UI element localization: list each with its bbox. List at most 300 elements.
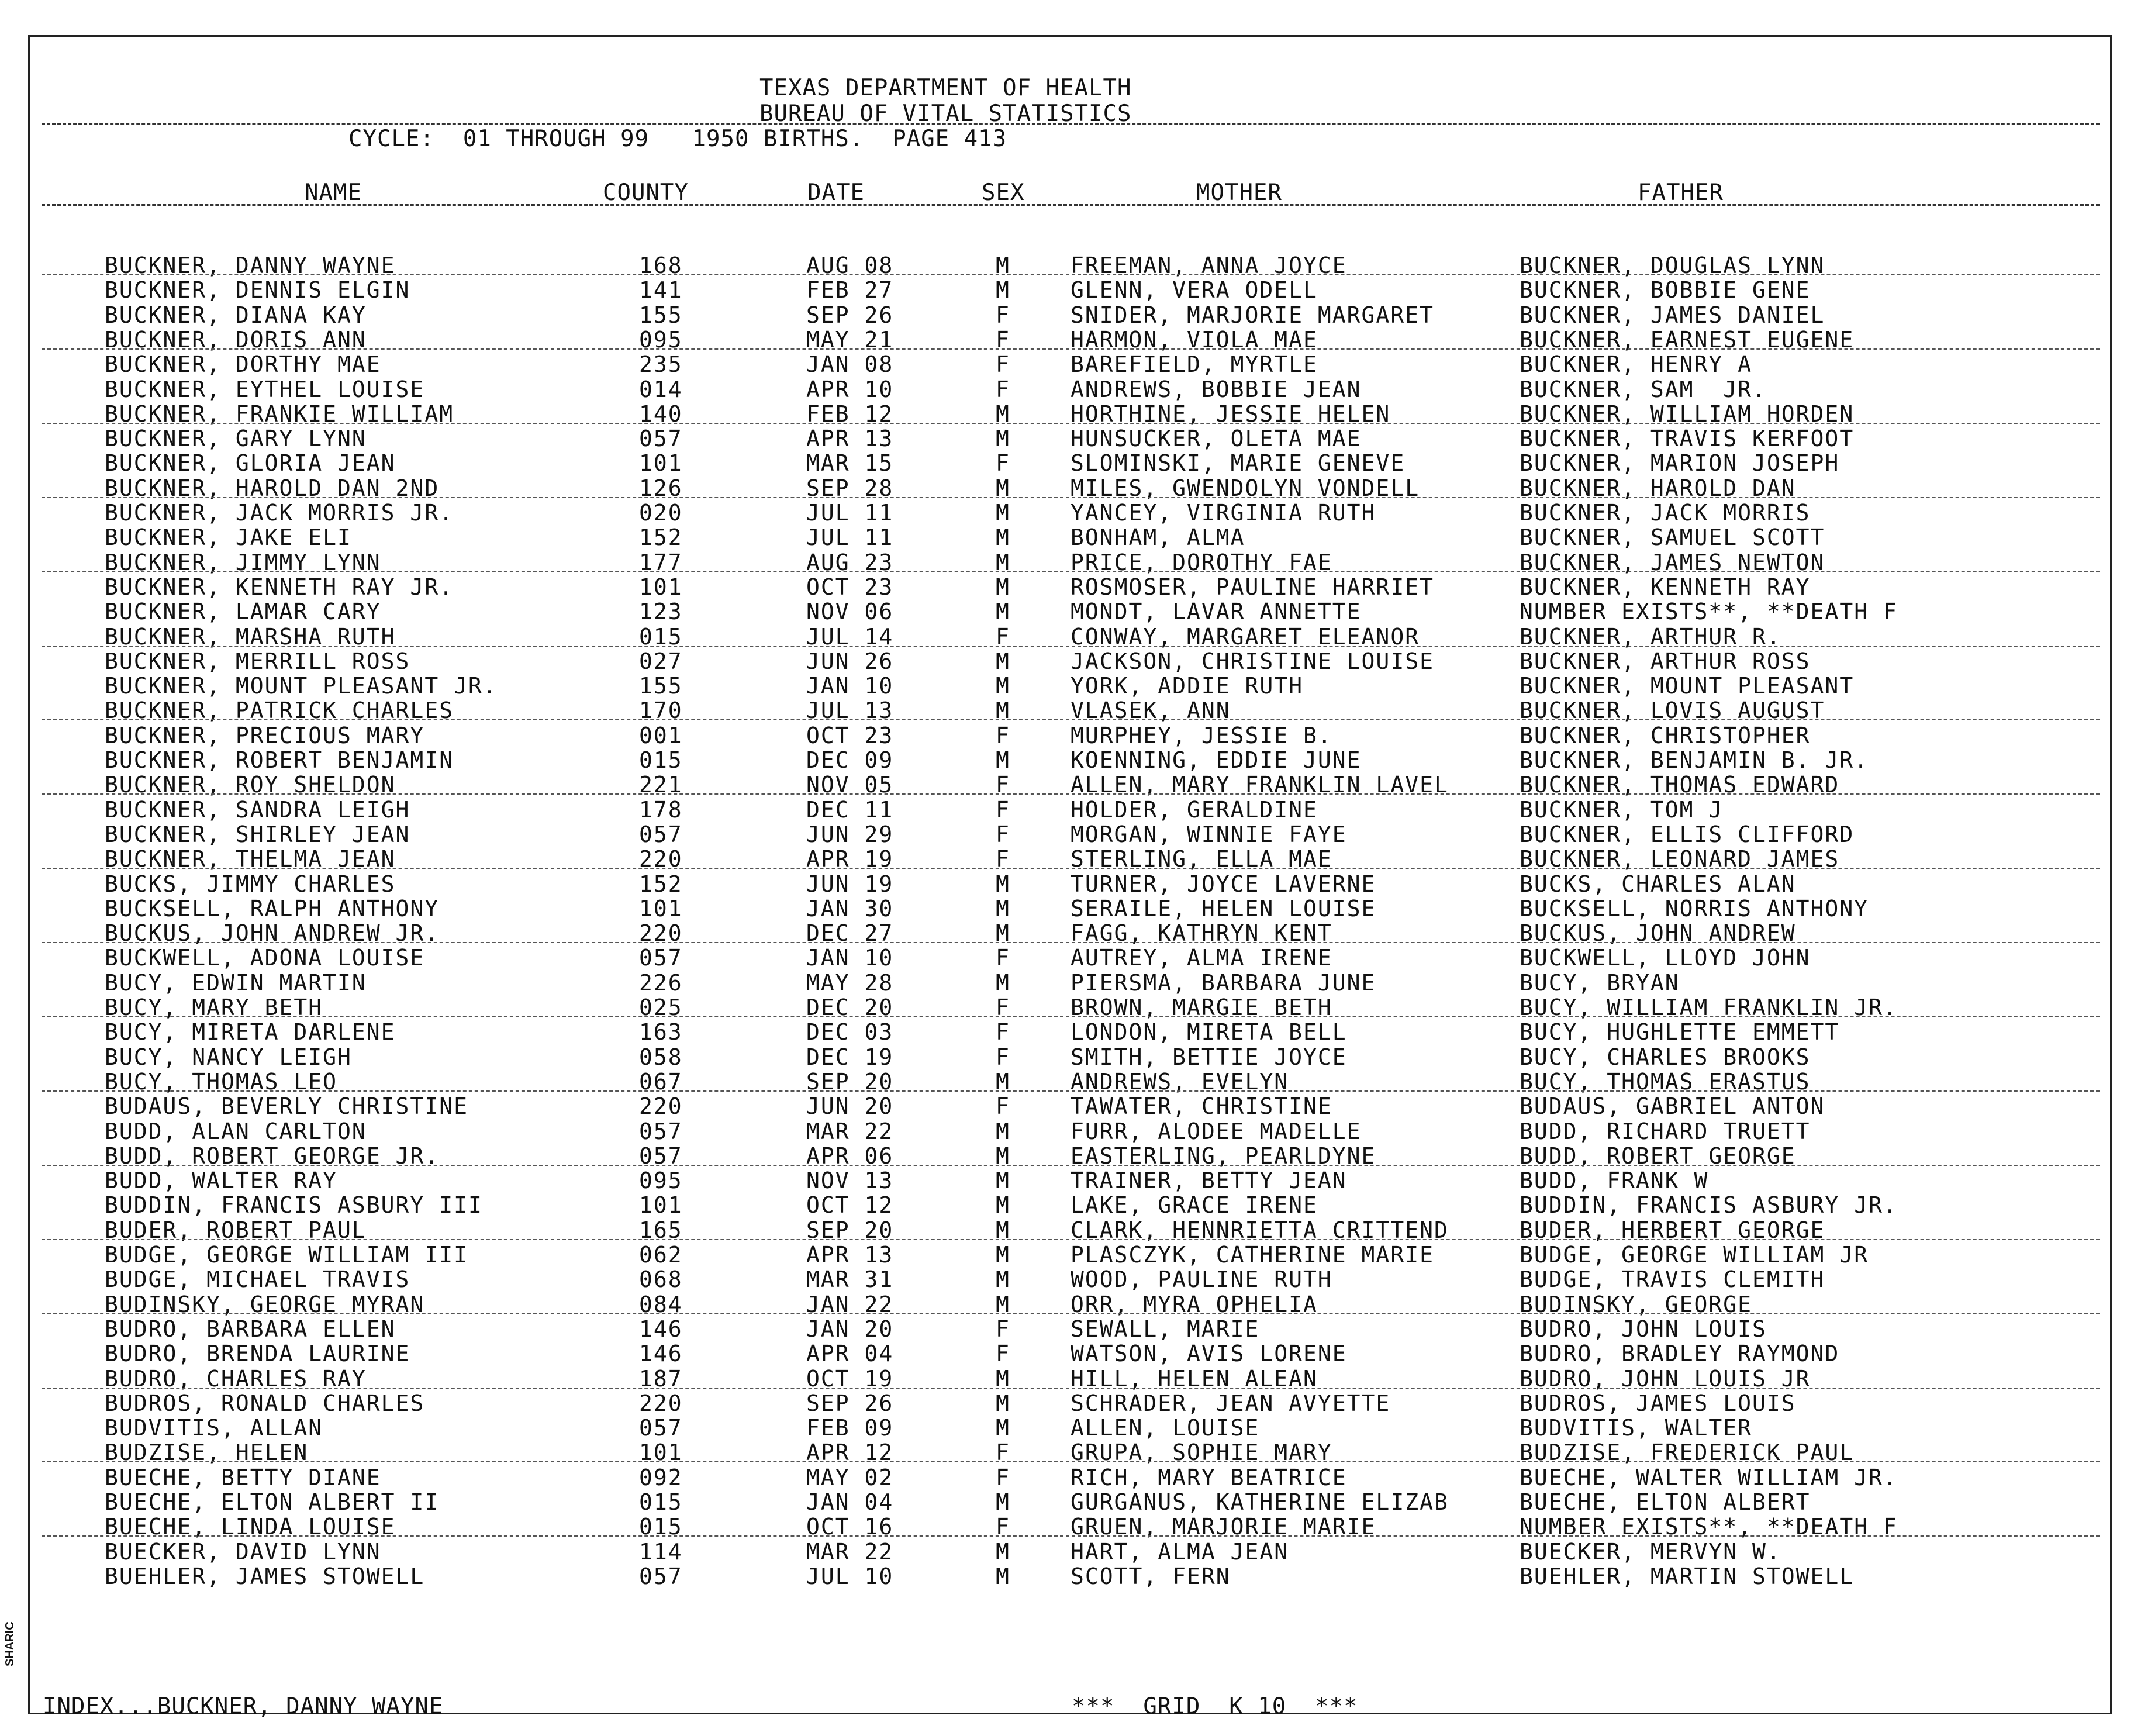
cell-mother: ALLEN, MARY FRANKLIN LAVEL xyxy=(1071,772,1449,798)
table-row xyxy=(30,1465,2110,1490)
cell-sex: F xyxy=(996,1093,1010,1120)
cell-date: FEB 12 xyxy=(806,401,894,427)
table-row xyxy=(30,872,2110,896)
cell-father: BUDZISE, FREDERICK PAUL xyxy=(1520,1440,1855,1466)
cell-county: 057 xyxy=(639,1118,683,1144)
agency-title: TEXAS DEPARTMENT OF HEALTH xyxy=(759,75,1132,101)
row-divider xyxy=(42,571,2100,572)
cell-sex: M xyxy=(996,1266,1010,1293)
cell-county: 015 xyxy=(639,1514,683,1540)
cell-father: BUCKNER, MOUNT PLEASANT xyxy=(1520,673,1855,699)
cell-date: OCT 19 xyxy=(806,1365,894,1392)
cell-sex: M xyxy=(996,1217,1010,1243)
cell-name: BUCKNER, SANDRA LEIGH xyxy=(105,796,410,823)
cell-county: 057 xyxy=(639,1563,683,1589)
cell-county: 152 xyxy=(639,871,683,897)
cell-county: 146 xyxy=(639,1316,683,1342)
cell-county: 014 xyxy=(639,376,683,402)
cell-date: MAY 21 xyxy=(806,326,894,353)
cell-father: BUDD, RICHARD TRUETT xyxy=(1520,1118,1811,1144)
cell-name: BUDVITIS, ALLAN xyxy=(105,1415,323,1441)
cell-mother: TAWATER, CHRISTINE xyxy=(1071,1093,1332,1120)
cell-date: JUL 11 xyxy=(806,500,894,526)
cell-date: APR 13 xyxy=(806,426,894,452)
row-divider xyxy=(42,1313,2100,1314)
cell-sex: F xyxy=(996,1514,1010,1540)
table-row xyxy=(30,1267,2110,1292)
row-divider xyxy=(42,1461,2100,1462)
cell-mother: HUNSUCKER, OLETA MAE xyxy=(1071,426,1362,452)
row-divider xyxy=(42,1388,2100,1389)
cell-sex: M xyxy=(996,920,1010,947)
cell-name: BUCKNER, DORIS ANN xyxy=(105,326,367,353)
cell-mother: PRICE, DOROTHY FAE xyxy=(1071,549,1332,575)
cell-mother: VLASEK, ANN xyxy=(1071,698,1231,724)
cell-mother: SLOMINSKI, MARIE GENEVE xyxy=(1071,450,1406,477)
row-divider xyxy=(42,868,2100,869)
cell-date: SEP 26 xyxy=(806,1390,894,1416)
cell-mother: KOENNING, EDDIE JUNE xyxy=(1071,747,1362,773)
cell-name: BUECHE, BETTY DIANE xyxy=(105,1464,381,1490)
cell-sex: M xyxy=(996,524,1010,551)
cell-name: BUCKNER, SHIRLEY JEAN xyxy=(105,821,410,847)
cell-name: BUCKWELL, ADONA LOUISE xyxy=(105,945,425,971)
row-divider xyxy=(42,1535,2100,1537)
cell-sex: M xyxy=(996,1365,1010,1392)
table-row xyxy=(30,1094,2110,1119)
cell-mother: CONWAY, MARGARET ELEANOR xyxy=(1071,623,1420,650)
cell-date: JUN 29 xyxy=(806,821,894,847)
cell-county: 057 xyxy=(639,426,683,452)
cell-date: OCT 16 xyxy=(806,1514,894,1540)
cell-father: BUDRO, JOHN LOUIS xyxy=(1520,1316,1767,1342)
cell-date: NOV 06 xyxy=(806,599,894,625)
table-row xyxy=(30,1540,2110,1564)
cell-county: 101 xyxy=(639,450,683,477)
cell-sex: M xyxy=(996,1242,1010,1268)
cell-name: BUCKNER, HAROLD DAN 2ND xyxy=(105,475,440,501)
cell-father: NUMBER EXISTS**, **DEATH F xyxy=(1520,1514,1898,1540)
cell-county: 101 xyxy=(639,895,683,922)
cell-name: BUCKNER, PRECIOUS MARY xyxy=(105,722,425,748)
cell-name: BUCKNER, PATRICK CHARLES xyxy=(105,698,454,724)
cell-father: BUCKNER, SAMUEL SCOTT xyxy=(1520,524,1825,551)
cell-mother: MORGAN, WINNIE FAYE xyxy=(1071,821,1347,847)
cell-mother: SCHRADER, JEAN AVYETTE xyxy=(1071,1390,1391,1416)
cell-sex: M xyxy=(996,895,1010,922)
index-footer: INDEX...BUCKNER, DANNY WAYNE xyxy=(43,1693,444,1720)
table-row xyxy=(30,1416,2110,1440)
cell-county: 146 xyxy=(639,1341,683,1367)
cell-name: BUCKNER, ROBERT BENJAMIN xyxy=(105,747,454,773)
cell-date: APR 04 xyxy=(806,1341,894,1367)
cell-date: APR 10 xyxy=(806,376,894,402)
cell-county: 152 xyxy=(639,524,683,551)
cell-name: BUCY, MARY BETH xyxy=(105,995,323,1020)
cell-county: 177 xyxy=(639,549,683,575)
cell-name: BUCKUS, JOHN ANDREW JR. xyxy=(105,920,440,947)
cell-county: 057 xyxy=(639,821,683,847)
cell-county: 220 xyxy=(639,1093,683,1120)
cell-sex: M xyxy=(996,1390,1010,1416)
cell-father: BUEHLER, MARTIN STOWELL xyxy=(1520,1563,1855,1589)
cell-name: BUDD, ALAN CARLTON xyxy=(105,1118,367,1144)
cell-mother: SERAILE, HELEN LOUISE xyxy=(1071,895,1376,922)
cell-father: BUCKNER, JAMES DANIEL xyxy=(1520,302,1825,328)
grid-footer: *** GRID K 10 *** xyxy=(1072,1693,1358,1720)
cell-father: BUCKNER, HENRY A xyxy=(1520,351,1753,378)
cell-mother: TURNER, JOYCE LAVERNE xyxy=(1071,871,1376,897)
cell-name: BUCKNER, DENNIS ELGIN xyxy=(105,277,410,303)
cell-name: BUCKSELL, RALPH ANTHONY xyxy=(105,895,440,922)
cell-father: BUCY, BRYAN xyxy=(1520,969,1680,996)
cell-father: BUDGE, GEORGE WILLIAM JR xyxy=(1520,1242,1869,1268)
table-row xyxy=(30,798,2110,822)
row-divider xyxy=(42,348,2100,350)
cell-county: 084 xyxy=(639,1291,683,1317)
cell-sex: F xyxy=(996,772,1010,798)
cell-name: BUCY, NANCY LEIGH xyxy=(105,1044,352,1070)
cell-date: OCT 23 xyxy=(806,574,894,600)
table-row xyxy=(30,525,2110,550)
table-row xyxy=(30,575,2110,599)
cell-mother: LAKE, GRACE IRENE xyxy=(1071,1192,1318,1219)
cell-sex: M xyxy=(996,747,1010,773)
cell-date: DEC 27 xyxy=(806,920,894,947)
cell-county: 163 xyxy=(639,1019,683,1045)
cell-father: BUCKNER, KENNETH RAY xyxy=(1520,574,1811,600)
cell-name: BUCKNER, JIMMY LYNN xyxy=(105,549,381,575)
cell-mother: MONDT, LAVAR ANNETTE xyxy=(1071,599,1362,625)
cell-county: 101 xyxy=(639,574,683,600)
cell-sex: F xyxy=(996,623,1010,650)
table-row xyxy=(30,748,2110,772)
cell-father: BUDGE, TRAVIS CLEMITH xyxy=(1520,1266,1825,1293)
header-divider xyxy=(42,204,2100,206)
cell-mother: TRAINER, BETTY JEAN xyxy=(1071,1168,1347,1194)
cell-father: BUCKS, CHARLES ALAN xyxy=(1520,871,1796,897)
table-row xyxy=(30,426,2110,451)
cell-name: BUCKNER, THELMA JEAN xyxy=(105,846,396,872)
cell-county: 140 xyxy=(639,401,683,427)
cell-date: APR 06 xyxy=(806,1143,894,1169)
cell-county: 092 xyxy=(639,1464,683,1490)
cell-county: 057 xyxy=(639,1143,683,1169)
cell-mother: HORTHINE, JESSIE HELEN xyxy=(1071,401,1391,427)
cell-date: SEP 26 xyxy=(806,302,894,328)
cell-sex: F xyxy=(996,1341,1010,1367)
cycle-line: CYCLE: 01 THROUGH 99 1950 BIRTHS. PAGE 413 xyxy=(348,126,1007,152)
table-row xyxy=(30,971,2110,995)
cell-mother: RICH, MARY BEATRICE xyxy=(1071,1464,1347,1490)
cell-mother: MURPHEY, JESSIE B. xyxy=(1071,722,1332,748)
cell-father: BUCKNER, TOM J xyxy=(1520,796,1724,823)
table-row xyxy=(30,723,2110,748)
column-header-date: DATE xyxy=(807,180,865,206)
cell-name: BUDRO, CHARLES RAY xyxy=(105,1365,367,1392)
cell-mother: PLASCZYK, CATHERINE MARIE xyxy=(1071,1242,1434,1268)
cell-sex: M xyxy=(996,1143,1010,1169)
cell-date: APR 12 xyxy=(806,1440,894,1466)
cell-sex: M xyxy=(996,475,1010,501)
cell-mother: LONDON, MIRETA BELL xyxy=(1071,1019,1347,1045)
cell-mother: MILES, GWENDOLYN VONDELL xyxy=(1071,475,1420,501)
cell-sex: F xyxy=(996,302,1010,328)
table-row xyxy=(30,896,2110,921)
row-divider xyxy=(42,1090,2100,1092)
row-divider xyxy=(42,1239,2100,1240)
table-row xyxy=(30,278,2110,302)
cell-county: 095 xyxy=(639,326,683,353)
cell-county: 220 xyxy=(639,920,683,947)
table-row xyxy=(30,1564,2110,1589)
cell-mother: SNIDER, MARJORIE MARGARET xyxy=(1071,302,1434,328)
cell-sex: M xyxy=(996,698,1010,724)
cell-father: BUCKNER, THOMAS EDWARD xyxy=(1520,772,1840,798)
cell-county: 001 xyxy=(639,722,683,748)
cell-sex: M xyxy=(996,574,1010,600)
cell-county: 058 xyxy=(639,1044,683,1070)
cell-county: 068 xyxy=(639,1266,683,1293)
cell-mother: SCOTT, FERN xyxy=(1071,1563,1231,1589)
cell-sex: M xyxy=(996,969,1010,996)
cell-father: BUCKNER, HAROLD DAN xyxy=(1520,475,1796,501)
row-divider xyxy=(42,646,2100,647)
cell-date: JAN 20 xyxy=(806,1316,894,1342)
cell-county: 057 xyxy=(639,945,683,971)
cell-date: SEP 20 xyxy=(806,1068,894,1095)
cell-date: FEB 09 xyxy=(806,1415,894,1441)
cell-mother: SMITH, BETTIE JOYCE xyxy=(1071,1044,1347,1070)
cell-father: BUCKNER, EARNEST EUGENE xyxy=(1520,326,1855,353)
cell-father: BUCY, HUGHLETTE EMMETT xyxy=(1520,1019,1840,1045)
cell-mother: HOLDER, GERALDINE xyxy=(1071,796,1318,823)
cell-county: 025 xyxy=(639,995,683,1020)
cell-date: NOV 05 xyxy=(806,772,894,798)
cell-father: BUDAUS, GABRIEL ANTON xyxy=(1520,1093,1825,1120)
cell-father: BUDVITIS, WALTER xyxy=(1520,1415,1753,1441)
cell-sex: F xyxy=(996,450,1010,477)
cell-county: 057 xyxy=(639,1415,683,1441)
cell-father: BUDDIN, FRANCIS ASBURY JR. xyxy=(1520,1192,1898,1219)
cell-father: BUECHE, WALTER WILLIAM JR. xyxy=(1520,1464,1898,1490)
cell-father: NUMBER EXISTS**, **DEATH F xyxy=(1520,599,1898,625)
cell-county: 114 xyxy=(639,1538,683,1565)
cell-mother: HILL, HELEN ALEAN xyxy=(1071,1365,1318,1392)
cell-date: JUN 19 xyxy=(806,871,894,897)
cell-mother: SEWALL, MARIE xyxy=(1071,1316,1260,1342)
cell-sex: M xyxy=(996,253,1010,278)
cell-date: JAN 10 xyxy=(806,673,894,699)
cell-sex: M xyxy=(996,1168,1010,1194)
cell-date: DEC 11 xyxy=(806,796,894,823)
cell-mother: ANDREWS, EVELYN xyxy=(1071,1068,1289,1095)
divider xyxy=(42,123,2100,125)
cell-father: BUDROS, JAMES LOUIS xyxy=(1520,1390,1796,1416)
cell-father: BUCKNER, TRAVIS KERFOOT xyxy=(1520,426,1855,452)
cell-mother: ORR, MYRA OPHELIA xyxy=(1071,1291,1318,1317)
cell-mother: BAREFIELD, MYRTLE xyxy=(1071,351,1318,378)
cell-date: JUL 10 xyxy=(806,1563,894,1589)
cell-father: BUECKER, MERVYN W. xyxy=(1520,1538,1781,1565)
cell-sex: F xyxy=(996,376,1010,402)
cell-sex: M xyxy=(996,648,1010,674)
cell-date: JUL 11 xyxy=(806,524,894,551)
cell-date: JAN 30 xyxy=(806,895,894,922)
cell-date: MAR 22 xyxy=(806,1538,894,1565)
cell-sex: F xyxy=(996,722,1010,748)
cell-date: OCT 12 xyxy=(806,1192,894,1219)
cell-date: DEC 03 xyxy=(806,1019,894,1045)
cell-father: BUDRO, BRADLEY RAYMOND xyxy=(1520,1341,1840,1367)
table-row xyxy=(30,674,2110,698)
cell-father: BUCKUS, JOHN ANDREW xyxy=(1520,920,1796,947)
cell-sex: M xyxy=(996,401,1010,427)
cell-father: BUCKNER, ELLIS CLIFFORD xyxy=(1520,821,1855,847)
table-row xyxy=(30,303,2110,327)
cell-name: BUDD, WALTER RAY xyxy=(105,1168,338,1194)
cell-date: JUL 14 xyxy=(806,623,894,650)
document-frame xyxy=(28,35,2112,1720)
cell-mother: HART, ALMA JEAN xyxy=(1071,1538,1289,1565)
row-divider xyxy=(42,942,2100,943)
row-divider xyxy=(42,1016,2100,1017)
cell-mother: YANCEY, VIRGINIA RUTH xyxy=(1071,500,1376,526)
cell-name: BUCKNER, EYTHEL LOUISE xyxy=(105,376,425,402)
cell-sex: M xyxy=(996,673,1010,699)
cell-sex: F xyxy=(996,326,1010,353)
cell-county: 126 xyxy=(639,475,683,501)
cell-name: BUDDIN, FRANCIS ASBURY III xyxy=(105,1192,483,1219)
cell-county: 170 xyxy=(639,698,683,724)
cell-county: 015 xyxy=(639,1489,683,1515)
cell-father: BUECHE, ELTON ALBERT xyxy=(1520,1489,1811,1515)
cell-father: BUDD, FRANK W xyxy=(1520,1168,1709,1194)
table-row xyxy=(30,1193,2110,1217)
table-row xyxy=(30,501,2110,525)
cell-sex: M xyxy=(996,1415,1010,1441)
table-row xyxy=(30,1341,2110,1366)
cell-county: 165 xyxy=(639,1217,683,1243)
cell-county: 168 xyxy=(639,253,683,278)
cell-sex: F xyxy=(996,1316,1010,1342)
cell-county: 220 xyxy=(639,1390,683,1416)
cell-mother: EASTERLING, PEARLDYNE xyxy=(1071,1143,1376,1169)
cell-name: BUDGE, MICHAEL TRAVIS xyxy=(105,1266,410,1293)
cell-name: BUDROS, RONALD CHARLES xyxy=(105,1390,425,1416)
cell-county: 067 xyxy=(639,1068,683,1095)
table-row xyxy=(30,822,2110,847)
cell-father: BUCKNER, LEONARD JAMES xyxy=(1520,846,1840,872)
cell-name: BUCKNER, KENNETH RAY JR. xyxy=(105,574,454,600)
table-row xyxy=(30,1391,2110,1416)
cell-father: BUCKNER, JAMES NEWTON xyxy=(1520,549,1825,575)
cell-father: BUCKNER, JACK MORRIS xyxy=(1520,500,1811,526)
cell-father: BUDER, HERBERT GEORGE xyxy=(1520,1217,1825,1243)
cell-mother: STERLING, ELLA MAE xyxy=(1071,846,1332,872)
cell-mother: AUTREY, ALMA IRENE xyxy=(1071,945,1332,971)
table-row xyxy=(30,599,2110,624)
cell-father: BUCKSELL, NORRIS ANTHONY xyxy=(1520,895,1869,922)
cell-sex: M xyxy=(996,500,1010,526)
cell-sex: M xyxy=(996,1563,1010,1589)
cell-sex: F xyxy=(996,846,1010,872)
cell-date: DEC 19 xyxy=(806,1044,894,1070)
cell-mother: ALLEN, LOUISE xyxy=(1071,1415,1260,1441)
cell-county: 220 xyxy=(639,846,683,872)
cell-sex: M xyxy=(996,549,1010,575)
cell-name: BUCKNER, GARY LYNN xyxy=(105,426,367,452)
cell-mother: YORK, ADDIE RUTH xyxy=(1071,673,1304,699)
cell-father: BUDINSKY, GEORGE xyxy=(1520,1291,1753,1317)
cell-sex: M xyxy=(996,1489,1010,1515)
cell-sex: F xyxy=(996,351,1010,378)
row-divider xyxy=(42,274,2100,275)
cell-date: JAN 08 xyxy=(806,351,894,378)
cell-name: BUCKNER, GLORIA JEAN xyxy=(105,450,396,477)
cell-father: BUDD, ROBERT GEORGE xyxy=(1520,1143,1796,1169)
column-header-name: NAME xyxy=(305,180,362,206)
cell-name: BUCKNER, MERRILL ROSS xyxy=(105,648,410,674)
cell-father: BUCKNER, CHRISTOPHER xyxy=(1520,722,1811,748)
cell-county: 015 xyxy=(639,623,683,650)
cell-county: 178 xyxy=(639,796,683,823)
cell-father: BUCKNER, DOUGLAS LYNN xyxy=(1520,253,1825,278)
cell-date: JUN 20 xyxy=(806,1093,894,1120)
cell-sex: M xyxy=(996,871,1010,897)
cell-sex: M xyxy=(996,426,1010,452)
cell-name: BUECHE, LINDA LOUISE xyxy=(105,1514,396,1540)
cell-date: MAY 02 xyxy=(806,1464,894,1490)
cell-date: OCT 23 xyxy=(806,722,894,748)
table-row xyxy=(30,649,2110,674)
cell-sex: M xyxy=(996,1192,1010,1219)
table-row xyxy=(30,377,2110,402)
cell-father: BUCKNER, LOVIS AUGUST xyxy=(1520,698,1825,724)
table-row xyxy=(30,1045,2110,1069)
cell-father: BUCY, WILLIAM FRANKLIN JR. xyxy=(1520,995,1898,1020)
cell-sex: F xyxy=(996,821,1010,847)
cell-name: BUCKNER, FRANKIE WILLIAM xyxy=(105,401,454,427)
cell-date: AUG 23 xyxy=(806,549,894,575)
cell-name: BUDER, ROBERT PAUL xyxy=(105,1217,367,1243)
cell-sex: F xyxy=(996,945,1010,971)
cell-mother: JACKSON, CHRISTINE LOUISE xyxy=(1071,648,1434,674)
cell-date: MAR 22 xyxy=(806,1118,894,1144)
cell-father: BUCKNER, ARTHUR ROSS xyxy=(1520,648,1811,674)
table-row xyxy=(30,1119,2110,1144)
cell-name: BUDD, ROBERT GEORGE JR. xyxy=(105,1143,440,1169)
cell-mother: FREEMAN, ANNA JOYCE xyxy=(1071,253,1347,278)
cell-father: BUCKNER, MARION JOSEPH xyxy=(1520,450,1840,477)
cell-sex: F xyxy=(996,995,1010,1020)
cell-name: BUCKS, JIMMY CHARLES xyxy=(105,871,396,897)
cell-name: BUCKNER, MOUNT PLEASANT JR. xyxy=(105,673,498,699)
cell-name: BUECHE, ELTON ALBERT II xyxy=(105,1489,440,1515)
cell-mother: FAGG, KATHRYN KENT xyxy=(1071,920,1332,947)
cell-name: BUCY, EDWIN MARTIN xyxy=(105,969,367,996)
cell-county: 101 xyxy=(639,1192,683,1219)
cell-name: BUDRO, BRENDA LAURINE xyxy=(105,1341,410,1367)
row-divider xyxy=(42,719,2100,720)
side-mark: SHARIC xyxy=(4,1621,16,1666)
cell-name: BUDGE, GEORGE WILLIAM III xyxy=(105,1242,468,1268)
cell-date: SEP 28 xyxy=(806,475,894,501)
cell-date: JAN 04 xyxy=(806,1489,894,1515)
cell-mother: GRUEN, MARJORIE MARIE xyxy=(1071,1514,1376,1540)
table-row xyxy=(30,1243,2110,1267)
cell-date: MAR 15 xyxy=(806,450,894,477)
